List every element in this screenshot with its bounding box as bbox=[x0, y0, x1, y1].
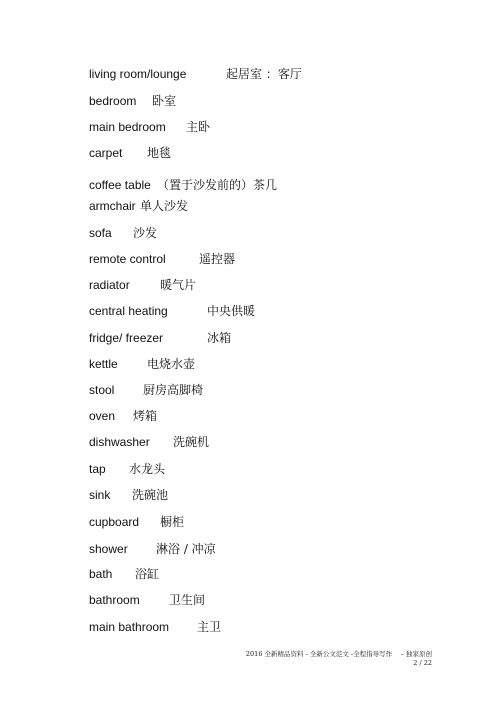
english-term: bedroom bbox=[89, 94, 137, 108]
vocab-row bbox=[0, 251, 500, 271]
english-term: tap bbox=[89, 462, 106, 476]
vocab-row bbox=[0, 514, 500, 534]
vocab-row bbox=[0, 408, 500, 428]
english-term: radiator bbox=[89, 278, 130, 292]
vocab-row bbox=[0, 434, 500, 454]
chinese-term: 烤箱 bbox=[133, 409, 158, 423]
chinese-term: 主卧 bbox=[186, 120, 211, 134]
vocab-row bbox=[0, 356, 500, 376]
english-term: carpet bbox=[89, 146, 123, 160]
chinese-term: 单人沙发 bbox=[140, 199, 189, 213]
chinese-term: 暖气片 bbox=[160, 278, 197, 292]
english-term: coffee table bbox=[89, 178, 151, 192]
footer-note: 2016 全新精品资料 - 全新公文范文 -全程指导写作 – 独家原创 bbox=[245, 650, 432, 658]
vocab-row bbox=[0, 177, 500, 197]
chinese-term: 淋浴 / 冲凉 bbox=[156, 542, 216, 556]
vocab-row bbox=[0, 566, 500, 586]
vocab-row bbox=[0, 619, 500, 639]
vocab-row bbox=[0, 382, 500, 402]
chinese-term: 遥控器 bbox=[199, 252, 236, 266]
english-term: bathroom bbox=[89, 593, 140, 607]
english-term: armchair bbox=[89, 199, 136, 213]
vocab-row bbox=[0, 225, 500, 245]
chinese-term: 卫生间 bbox=[169, 593, 206, 607]
english-term: shower bbox=[89, 542, 128, 556]
english-term: central heating bbox=[89, 304, 168, 318]
chinese-term: 沙发 bbox=[133, 226, 158, 240]
vocab-row bbox=[0, 487, 500, 507]
english-term: stool bbox=[89, 383, 115, 397]
vocab-row bbox=[0, 330, 500, 350]
english-term: oven bbox=[89, 409, 116, 423]
vocab-row bbox=[0, 145, 500, 165]
chinese-term: 浴缸 bbox=[135, 567, 160, 581]
page-footer bbox=[246, 650, 432, 668]
english-term: sofa bbox=[89, 226, 112, 240]
vocab-row bbox=[0, 541, 500, 561]
chinese-term: 起居室 ：客厅 bbox=[226, 67, 302, 81]
english-term: bath bbox=[89, 567, 113, 581]
vocab-row bbox=[0, 93, 500, 113]
vocab-row bbox=[0, 198, 500, 218]
vocab-row bbox=[0, 592, 500, 612]
chinese-term: 洗碗池 bbox=[132, 488, 169, 502]
chinese-term: （置于沙发前的）茶几 bbox=[157, 178, 278, 192]
chinese-term: 厨房高脚椅 bbox=[143, 383, 204, 397]
chinese-term: 冰箱 bbox=[207, 331, 232, 345]
chinese-term: 橱柜 bbox=[160, 515, 185, 529]
vocab-row bbox=[0, 277, 500, 297]
vocab-row bbox=[0, 303, 500, 323]
chinese-term: 主卫 bbox=[197, 620, 222, 634]
english-term: main bathroom bbox=[89, 620, 170, 634]
english-term: dishwasher bbox=[89, 435, 150, 449]
chinese-term: 地毯 bbox=[147, 146, 172, 160]
vocab-row bbox=[0, 461, 500, 481]
english-term: cupboard bbox=[89, 515, 140, 529]
chinese-term: 卧室 bbox=[152, 94, 177, 108]
vocab-row bbox=[0, 66, 500, 86]
english-term: sink bbox=[89, 488, 111, 502]
page-number: 2 / 22 bbox=[413, 659, 432, 667]
chinese-term: 水龙头 bbox=[129, 462, 166, 476]
english-term: remote control bbox=[89, 252, 166, 266]
english-term: main bedroom bbox=[89, 120, 166, 134]
chinese-term: 电烧水壶 bbox=[147, 357, 196, 371]
chinese-term: 洗碗机 bbox=[173, 435, 210, 449]
english-term: kettle bbox=[89, 357, 118, 371]
english-term: living room/lounge bbox=[89, 67, 187, 81]
english-term: fridge/ freezer bbox=[89, 331, 164, 345]
chinese-term: 中央供暖 bbox=[207, 304, 256, 318]
vocab-row bbox=[0, 119, 500, 139]
